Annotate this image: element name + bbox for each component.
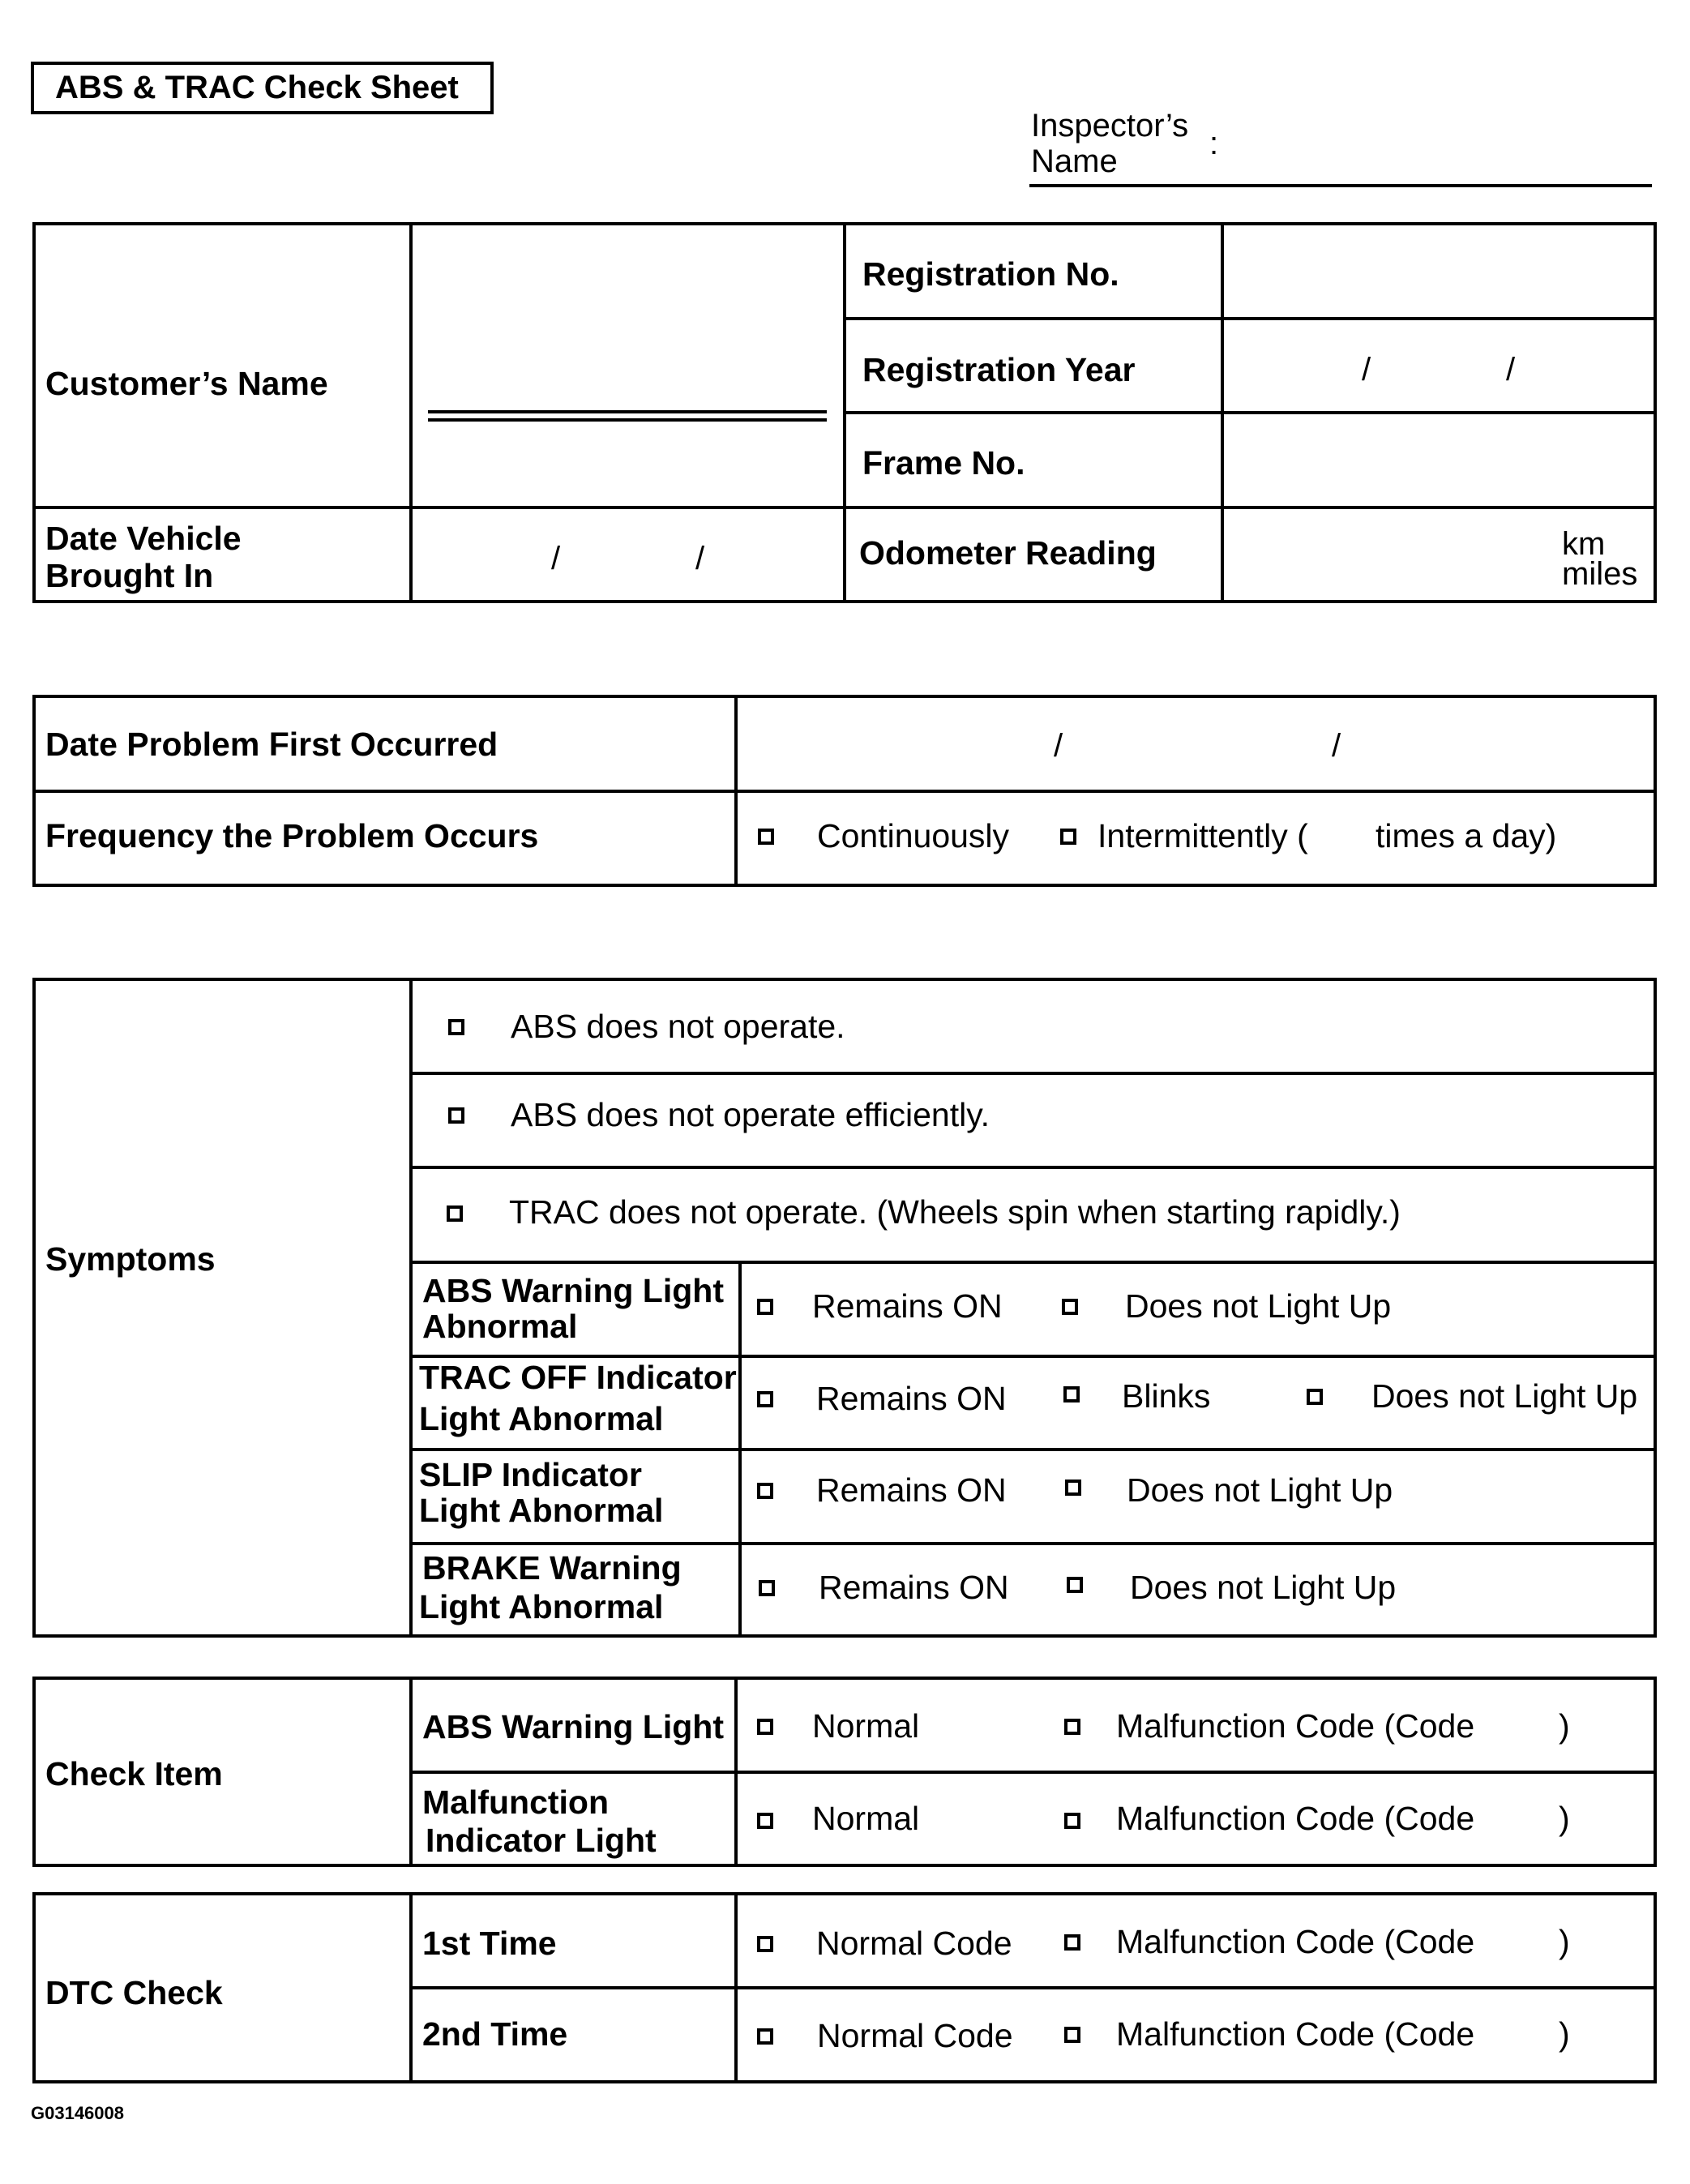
customer-name-line-1 (428, 410, 827, 413)
registration-year-label: Registration Year (862, 351, 1136, 388)
registration-year-sep2: / (1506, 352, 1516, 388)
trac-not-operate-label: TRAC does not operate. (Wheels spin when starting rapidly.) (509, 1193, 1401, 1231)
abs-not-efficient-checkbox[interactable] (448, 1107, 464, 1124)
times-a-day-label: times a day) (1376, 817, 1557, 854)
check-mil-normal-label: Normal (812, 1800, 920, 1837)
intermittently-label: Intermittently ( (1097, 817, 1308, 854)
check-mil-malfunction-checkbox[interactable] (1064, 1813, 1080, 1829)
abs-not-operate-label: ABS does not operate. (511, 1008, 845, 1045)
registration-year-sep1: / (1362, 352, 1371, 388)
unit-km: km (1562, 526, 1606, 562)
dtc-second-normal-checkbox[interactable] (757, 2028, 773, 2045)
trac-off-blinks-checkbox[interactable] (1063, 1386, 1080, 1402)
inspector-colon: : (1209, 126, 1219, 161)
trac-off-abnormal-line1: TRAC OFF Indicator (419, 1359, 737, 1396)
brake-remains-on-checkbox[interactable] (759, 1580, 775, 1596)
trac-off-remains-on-checkbox[interactable] (757, 1391, 773, 1407)
dtc-second-malfunction-checkbox[interactable] (1064, 2027, 1080, 2043)
dtc-first-normal-label: Normal Code (816, 1925, 1012, 1962)
check-mil-normal-checkbox[interactable] (757, 1813, 773, 1829)
dtc-second-malfunction-label: Malfunction Code (Code (1116, 2015, 1475, 2053)
date-brought-in-label-line2: Brought In (45, 557, 214, 594)
continuously-label: Continuously (817, 817, 1010, 854)
check-abs-close-paren: ) (1559, 1707, 1570, 1745)
dtc-second-normal-label: Normal Code (817, 2017, 1013, 2054)
abs-warning-abnormal-line1: ABS Warning Light (422, 1272, 724, 1309)
abs-warning-abnormal-line2: Abnormal (422, 1308, 578, 1345)
unit-miles: miles (1562, 556, 1638, 592)
slip-abnormal-line1: SLIP Indicator (419, 1456, 642, 1493)
check-abs-normal-checkbox[interactable] (757, 1719, 773, 1735)
frequency-label: Frequency the Problem Occurs (45, 817, 539, 854)
dtc-second-close-paren: ) (1559, 2015, 1570, 2053)
check-abs-warning-label: ABS Warning Light (422, 1708, 724, 1745)
inspector-label-line1: Inspector’s (1031, 108, 1189, 143)
trac-off-blinks-label: Blinks (1122, 1377, 1211, 1415)
first-occurred-label: Date Problem First Occurred (45, 726, 498, 763)
brake-no-light-checkbox[interactable] (1067, 1577, 1083, 1593)
odometer-label: Odometer Reading (859, 534, 1157, 572)
check-abs-malfunction-label: Malfunction Code (Code (1116, 1707, 1475, 1745)
abs-warning-no-light-checkbox[interactable] (1062, 1299, 1078, 1315)
trac-off-no-light-checkbox[interactable] (1307, 1389, 1323, 1405)
brake-remains-on-label: Remains ON (819, 1569, 1009, 1606)
sheet-title: ABS & TRAC Check Sheet (31, 62, 494, 114)
trac-off-no-light-label: Does not Light Up (1371, 1377, 1638, 1415)
customer-name-label: Customer’s Name (45, 365, 328, 402)
first-occurred-sep2: / (1332, 728, 1341, 764)
abs-not-operate-checkbox[interactable] (448, 1019, 464, 1035)
date-brought-in-label-line1: Date Vehicle (45, 520, 242, 557)
date-brought-in-sep2: / (695, 541, 705, 576)
frame-no-label: Frame No. (862, 444, 1025, 482)
figure-id: G03146008 (31, 2103, 124, 2123)
brake-no-light-label: Does not Light Up (1130, 1569, 1397, 1606)
dtc-first-malfunction-label: Malfunction Code (Code (1116, 1923, 1475, 1960)
check-mil-malfunction-label: Malfunction Code (Code (1116, 1800, 1475, 1837)
slip-remains-on-label: Remains ON (816, 1471, 1007, 1509)
continuously-checkbox[interactable] (758, 829, 774, 845)
slip-no-light-label: Does not Light Up (1127, 1471, 1393, 1509)
trac-off-remains-on-label: Remains ON (816, 1380, 1007, 1417)
check-mil-line2: Indicator Light (426, 1822, 657, 1859)
date-brought-in-sep1: / (551, 541, 561, 576)
registration-no-label: Registration No. (862, 255, 1119, 293)
slip-no-light-checkbox[interactable] (1065, 1480, 1081, 1496)
intermittently-checkbox[interactable] (1060, 829, 1076, 845)
check-item-label: Check Item (45, 1755, 223, 1792)
trac-not-operate-checkbox[interactable] (447, 1205, 463, 1222)
slip-remains-on-checkbox[interactable] (757, 1483, 773, 1499)
inspector-label-line2: Name (1031, 143, 1118, 179)
abs-not-efficient-label: ABS does not operate efficiently. (511, 1096, 990, 1133)
symptoms-label: Symptoms (45, 1240, 216, 1278)
abs-warning-remains-on-checkbox[interactable] (757, 1299, 773, 1315)
dtc-first-normal-checkbox[interactable] (757, 1936, 773, 1952)
slip-abnormal-line2: Light Abnormal (419, 1492, 664, 1529)
brake-abnormal-line2: Light Abnormal (419, 1588, 664, 1625)
dtc-check-label: DTC Check (45, 1974, 223, 2011)
check-mil-line1: Malfunction (422, 1784, 610, 1821)
first-occurred-sep1: / (1054, 728, 1063, 764)
trac-off-abnormal-line2: Light Abnormal (419, 1400, 664, 1437)
inspector-name-line[interactable] (1029, 184, 1652, 187)
dtc-first-time-label: 1st Time (422, 1925, 557, 1962)
customer-name-line-2 (428, 418, 827, 422)
check-abs-normal-label: Normal (812, 1707, 920, 1745)
abs-warning-no-light-label: Does not Light Up (1125, 1287, 1392, 1325)
dtc-second-time-label: 2nd Time (422, 2015, 568, 2053)
dtc-first-close-paren: ) (1559, 1923, 1570, 1960)
abs-warning-remains-on-label: Remains ON (812, 1287, 1003, 1325)
brake-abnormal-line1: BRAKE Warning (422, 1549, 682, 1587)
check-abs-malfunction-checkbox[interactable] (1064, 1719, 1080, 1735)
dtc-first-malfunction-checkbox[interactable] (1064, 1934, 1080, 1951)
check-mil-close-paren: ) (1559, 1800, 1570, 1837)
